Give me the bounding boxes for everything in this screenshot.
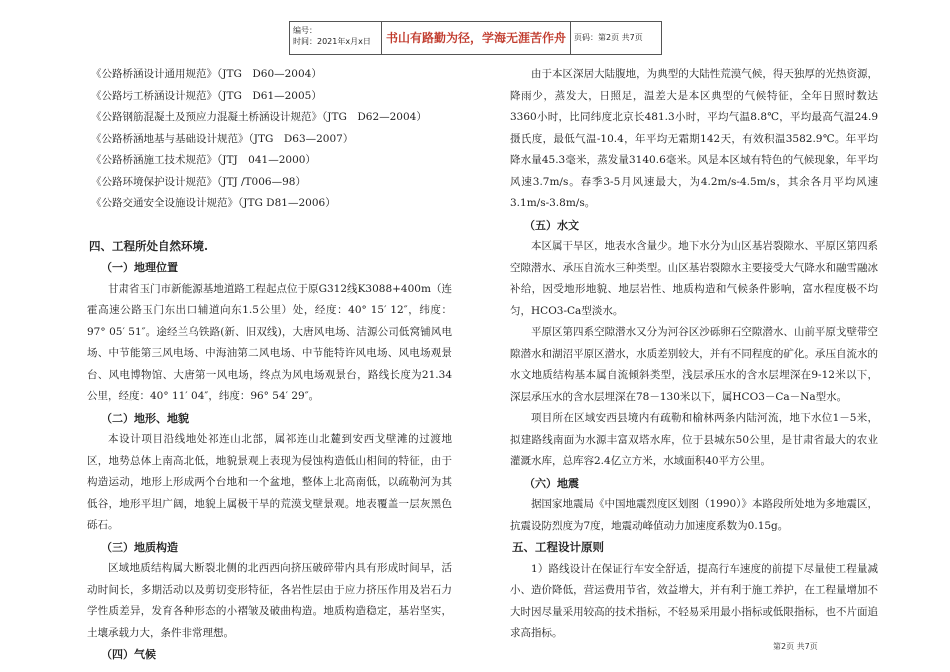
header-number-label: 编号： — [293, 26, 317, 35]
header-meta — [290, 22, 382, 54]
page-header — [289, 21, 662, 55]
reference-item: 《公路桥涵地基与基础设计规范》（JTG D63—2007） — [91, 132, 354, 145]
paragraph-principles: 1）路线设计在保证行车安全舒适，提高行车速度的前提下尽量使工程量减小、造价降低，营运费用节省，效益增大，并有利于施工养护，在工程量增加不大时因尽量采用较高的技术指标，不轻易采用最小指标或低限指标，也不片面追求高指标。 — [510, 562, 878, 639]
paragraph-climate: 由于本区深居大陆腹地，为典型的大陆性荒漠气候，得天独厚的光热资源，降雨少，蒸发大，日照足，温差大是本区典型的气候特征，全年日照时数达3360小时，比同纬度北京长481.3小时，平均气温8.8℃，平均最高气温24.9摄氏度，最低气温-10.4，年平均无霜期142天，有效积温3582.9℃。年平均降水量45.3毫米，蒸发量3140.6毫米。风是本区域有特色的气候现象，年平均风速3.7m/s。春季3-5月风速最大，为4.2m/s-4.5m/s，其余各月平均风速3.1m/s-3.8m/s。 — [510, 68, 878, 209]
reference-item: 《公路桥涵设计通用规范》（JTG D60—2004） — [91, 68, 322, 80]
paragraph-terrain: 本设计项目沿线地处祁连山北部，属祁连山北麓到安西戈壁滩的过渡地区，地势总体上南高北低，地貌景观上表现为侵蚀构造低山相间的特征，由于构造运动，地形上形成两个台地和一个盆地，整体上北高南低，以疏勒河为其低谷，地形平坦广阔，地貌上属极干旱的荒漠戈壁景观。地表覆盖一层灰黑色砾石。 — [87, 433, 452, 531]
paragraph-hydrology-1: 本区属干旱区，地表水含量少。地下水分为山区基岩裂隙水、平原区第四系空隙潜水、承压自流水三种类型。山区基岩裂隙水主要接受大气降水和融雪融冰补给，因受地形地貌、地层岩性、地质构造和气候条件影响，富水程度极不均匀，HCO3-Ca型淡水。 — [510, 240, 878, 317]
header-time-label: 时间：2021年x月x日 — [293, 37, 371, 46]
paragraph-geology: 区域地质结构属大断裂北侧的北西西向挤压破碎带内具有形成时间早，活动时间长，多期活动以及剪切变形特征，各岩性层由于应力挤压作用及岩石力学性质差异，发育各种形态的小褶皱及破曲构造。地质构造稳定，基岩坚实，土壤承载力大，条件非常理想。 — [87, 562, 452, 639]
subheading-location: （一）地理位置 — [101, 261, 178, 274]
spacer — [87, 215, 452, 236]
subheading-geology: （三）地质构造 — [101, 540, 178, 554]
section-heading-principles: 五、工程设计原则 — [512, 540, 604, 554]
reference-item: 《公路交通安全设施设计规范》（JTG D81—2006） — [91, 197, 336, 209]
header-motto: 书山有路勤为径，学海无涯苦作舟 — [382, 22, 571, 54]
right-column — [510, 64, 878, 645]
paragraph-earthquake: 据国家地震局《中国地震烈度区划图（1990）》本路段所处地为多地震区，抗震设防烈度为7度，地震动峰值动力加速度系数为0.15g。 — [510, 498, 878, 532]
reference-item: 《公路桥涵施工技术规范》（JTJ 041—2000） — [91, 154, 316, 166]
paragraph-hydrology-3: 项目所在区域安西县境内有疏勒和榆林两条内陆河流，地下水位1－5米，拟建路线南面为水源丰富双塔水库，位于县城东50公里，是甘肃省最大的农业灌溉水库，总库容2.4亿立方米，水域面积40平方公里。 — [510, 412, 878, 467]
reference-item: 《公路圬工桥涵设计规范》（JTG D61—2005） — [91, 89, 322, 102]
reference-item: 《公路环境保护设计规范》（JTJ /T006—98） — [91, 175, 306, 188]
header-page-info: 页码：第2页 共7页 — [574, 33, 643, 42]
page-footer: 第2页 共7页 — [773, 642, 818, 651]
subheading-hydrology: （五）水文 — [524, 218, 579, 232]
left-column — [87, 64, 452, 666]
subheading-terrain: （二）地形、地貌 — [101, 411, 189, 425]
section-heading-environment: 四、工程所处自然环境. — [89, 238, 209, 253]
paragraph-hydrology-2: 平原区第四系空隙潜水又分为河谷区沙砾卵石空隙潜水、山前平原戈壁带空隙潜水和湖沼平原区潜水，水质差别较大，并有不同程度的矿化。承压自流水的水文地质结构基本属自流倾斜类型，浅层承压水的含水层埋深在9-12米以下，深层承压水的含水层埋深在78－130米以下，属HCO3－Ca－Na型水。 — [510, 326, 878, 403]
paragraph-location: 甘肃省玉门市新能源基地道路工程起点位于原G312线K3088+400m（连霍高速公路玉门东出口辅道向东1.5公里）处，经度：40° 15′ 12″，纬度：97° 05′ 51″。途经兰乌铁路(新、旧双线)，大唐风电场、洁源公司低窝铺风电场、中节能第三风电场、中海油第二风电场、中节能特许风电场、风电场观景台、风电博物馆、大唐第一风电场，终点为风电场观景台，路线长度为21.34公里，经度：40° 11′ 04″，纬度：96° 54′ 29″。 — [87, 282, 452, 402]
subheading-earthquake: （六）地震 — [524, 476, 579, 490]
reference-item: 《公路钢筋混凝土及预应力混凝土桥涵设计规范》（JTG D62—2004） — [91, 111, 427, 123]
subheading-climate: （四）气候 — [101, 648, 156, 661]
